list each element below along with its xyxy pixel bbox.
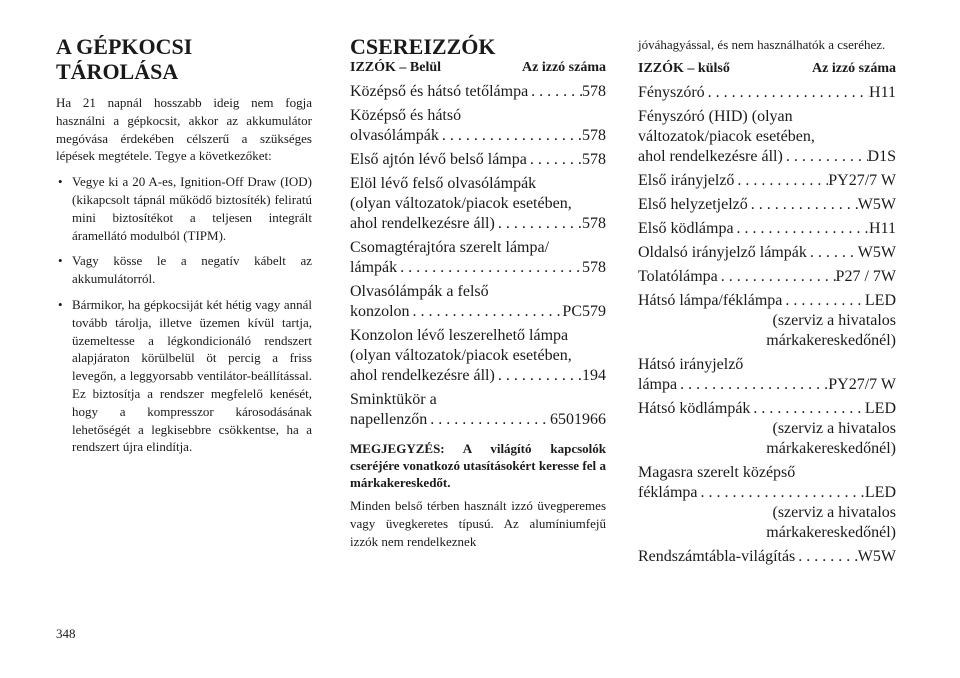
- bulb-label: konzolon: [350, 303, 410, 320]
- bullet-item: • Vagy kösse le a negatív kábelt az akkumulátorról.: [58, 253, 312, 287]
- bulb-number: H11: [869, 83, 896, 101]
- bulb-number: 578: [582, 151, 606, 168]
- note-body: Minden belső térben használt izzó üvegperemes vagy üvegkeretes típusú. Az alumíniumfejű izzók nem rendelkeznek: [350, 498, 606, 549]
- bulb-number: P27 / 7W: [835, 267, 896, 285]
- bulb-entry: [638, 243, 896, 263]
- bulb-label: ahol rendelkezésre áll): [350, 367, 495, 384]
- bulb-note: (szerviz a hivatalos: [772, 419, 896, 437]
- bulb-number: 6501966: [550, 411, 606, 428]
- bulb-note: (szerviz a hivatalos: [772, 311, 896, 329]
- bulb-label: Első ködlámpa: [638, 219, 734, 237]
- bulb-label: Első ajtón lévő belső lámpa: [350, 151, 527, 168]
- bulb-entry: [350, 282, 606, 322]
- dot-leader: [750, 399, 864, 419]
- bulb-entry: [638, 171, 896, 191]
- bulb-entry: [638, 463, 896, 543]
- bulb-number: H11: [869, 219, 896, 237]
- bulb-label-line: Középső és hátsó: [350, 107, 462, 124]
- bulb-entry: [638, 291, 896, 351]
- bulb-label: Első helyzetjelző: [638, 195, 748, 213]
- bulb-label-line: Hátsó irányjelző: [638, 355, 744, 373]
- bulb-entry: [350, 150, 606, 170]
- bulb-number: LED: [864, 399, 896, 417]
- bulb-label: napellenzőn: [350, 411, 428, 428]
- bullet-item: • Bármikor, ha gépkocsiját két hétig vagy annál tovább tárolja, illetve üzemen kívül tartja, üzemeltesse a légkondicionáló rendszert alapjáraton körülbelül öt percig a friss levegőn, a leggyorsabb ventilátor-beállítással. Ez biztosítja a rendszer megfelelő kenését, hogy a kompresszor károsodásának lehetőségét a legkisebbre csökkentse, ha a rendszert újra elindítja.: [58, 296, 312, 455]
- note-title: MEGJEGYZÉS: A világító kapcsolók cseréjére vonatkozó utasításokért keresse fel a márkakereskedőt.: [350, 441, 606, 490]
- bulb-entry: [638, 219, 896, 239]
- interior-table-header: IZZÓK – Belül Az izzó száma: [350, 60, 606, 75]
- bulb-label: Hátsó ködlámpák: [638, 399, 751, 417]
- interior-bulb-list: [350, 82, 606, 430]
- dot-leader: [698, 483, 865, 503]
- bulb-note: márkakereskedőnél): [766, 439, 896, 457]
- bulb-label-line: Sminktükör a: [350, 391, 437, 408]
- bulb-label: Hátsó lámpa/féklámpa: [638, 291, 783, 309]
- bulb-label: olvasólámpák: [350, 127, 439, 144]
- bulb-number: W5W: [857, 547, 896, 565]
- column-left: [56, 34, 312, 464]
- dot-leader: [495, 214, 582, 234]
- bulb-number: 578: [582, 259, 606, 276]
- bulb-label-line: Olvasólámpák a felső: [350, 283, 489, 300]
- dot-leader: [439, 126, 582, 146]
- replacement-bulbs-heading: CSEREIZZÓK: [350, 34, 496, 59]
- exterior-bulb-list: [638, 83, 896, 567]
- column-right: [638, 36, 896, 571]
- bulb-entry: [638, 355, 896, 395]
- dot-leader: [528, 82, 582, 102]
- bulb-number: LED: [864, 483, 896, 501]
- dot-leader: [748, 195, 858, 215]
- column-middle: [350, 34, 606, 550]
- storage-intro: Ha 21 napnál hosszabb ideig nem fogja használni a gépkocsit, akkor az akkumulátor megóvása érdekében célszerű a szükséges lépések megtétele. Tegye a következőket:: [56, 95, 312, 164]
- exterior-table-header: IZZÓK – külső Az izzó száma: [638, 60, 896, 76]
- bulb-label-line: Csomagtérajtóra szerelt lámpa/: [350, 239, 550, 256]
- bulb-entry: [350, 174, 606, 234]
- bulb-number: 194: [582, 367, 606, 384]
- bullet-item: • Vegye ki a 20 A-es, Ignition-Off Draw (IOD) (kikapcsolt tápnál működő biztosíték) feliratú mini biztosítékot a teljesen integrált áramellátó modulból (TIPM).: [58, 174, 312, 243]
- dot-leader: [495, 366, 582, 386]
- bulb-note: márkakereskedőnél): [766, 331, 896, 349]
- dot-leader: [410, 302, 563, 322]
- bulb-number: 578: [582, 83, 606, 100]
- bulb-label: ahol rendelkezésre áll): [638, 147, 783, 165]
- bulb-number: D1S: [867, 147, 896, 165]
- bulb-number: PY27/7 W: [828, 375, 896, 393]
- bulb-entry: [350, 326, 606, 386]
- continued-text: jóváhagyással, és nem használhatók a cseréhez.: [638, 37, 886, 52]
- bulb-label: féklámpa: [638, 483, 698, 501]
- storage-heading: A GÉPKOCSI TÁROLÁSA: [56, 34, 193, 84]
- bulb-label: lámpa: [638, 375, 678, 393]
- dot-leader: [705, 83, 869, 103]
- bulb-label-line: (olyan változatok/piacok esetében,: [350, 347, 572, 364]
- bulb-entry: [638, 547, 896, 567]
- bulb-entry: [350, 390, 606, 430]
- bulb-entry: [350, 106, 606, 146]
- bulb-label: Oldalsó irányjelző lámpák: [638, 243, 807, 261]
- bulb-entry: [638, 83, 896, 103]
- dot-leader: [718, 267, 836, 287]
- bulb-label: Tolatólámpa: [638, 267, 718, 285]
- dot-leader: [397, 258, 582, 278]
- dot-leader: [807, 243, 858, 263]
- bulb-label: lámpák: [350, 259, 398, 276]
- bulb-entry: [350, 238, 606, 278]
- bulb-entry: [350, 82, 606, 102]
- bulb-label-line: Fényszóró (HID) (olyan: [638, 107, 793, 125]
- bulb-label-line: Konzolon lévő leszerelhető lámpa: [350, 327, 569, 344]
- bulb-label-line: (olyan változatok/piacok esetében,: [350, 195, 572, 212]
- bulb-label-line: változatok/piacok esetében,: [638, 127, 815, 145]
- dot-leader: [527, 150, 582, 170]
- bulb-label: Első irányjelző: [638, 171, 735, 189]
- page-number: 348: [56, 626, 76, 641]
- bulb-label-line: Elöl lévő felső olvasólámpák: [350, 175, 537, 192]
- dot-leader: [734, 219, 869, 239]
- bulb-number: W5W: [857, 195, 896, 213]
- bulb-label: ahol rendelkezésre áll): [350, 215, 495, 232]
- bulb-entry: [638, 195, 896, 215]
- dot-leader: [783, 147, 868, 167]
- bulb-note: márkakereskedőnél): [766, 523, 896, 541]
- bulb-note: (szerviz a hivatalos: [772, 503, 896, 521]
- bulb-entry: [638, 399, 896, 459]
- dot-leader: [677, 375, 828, 395]
- bulb-label: Rendszámtábla-világítás: [638, 547, 796, 565]
- bulb-label: Fényszóró: [638, 83, 705, 101]
- dot-leader: [734, 171, 828, 191]
- bulb-number: LED: [864, 291, 896, 309]
- bulb-number: PC579: [562, 303, 606, 320]
- bulb-number: 578: [582, 127, 606, 144]
- storage-bullet-list: [56, 173, 312, 456]
- bulb-number: W5W: [857, 243, 896, 261]
- dot-leader: [427, 410, 550, 430]
- bulb-entry: [638, 107, 896, 167]
- bulb-number: 578: [582, 215, 606, 232]
- bulb-entry: [638, 267, 896, 287]
- bulb-label-line: Magasra szerelt középső: [638, 463, 796, 481]
- bulb-label: Középső és hátsó tetőlámpa: [350, 83, 529, 100]
- dot-leader: [782, 291, 865, 311]
- dot-leader: [795, 547, 858, 567]
- bulb-number: PY27/7 W: [828, 171, 896, 189]
